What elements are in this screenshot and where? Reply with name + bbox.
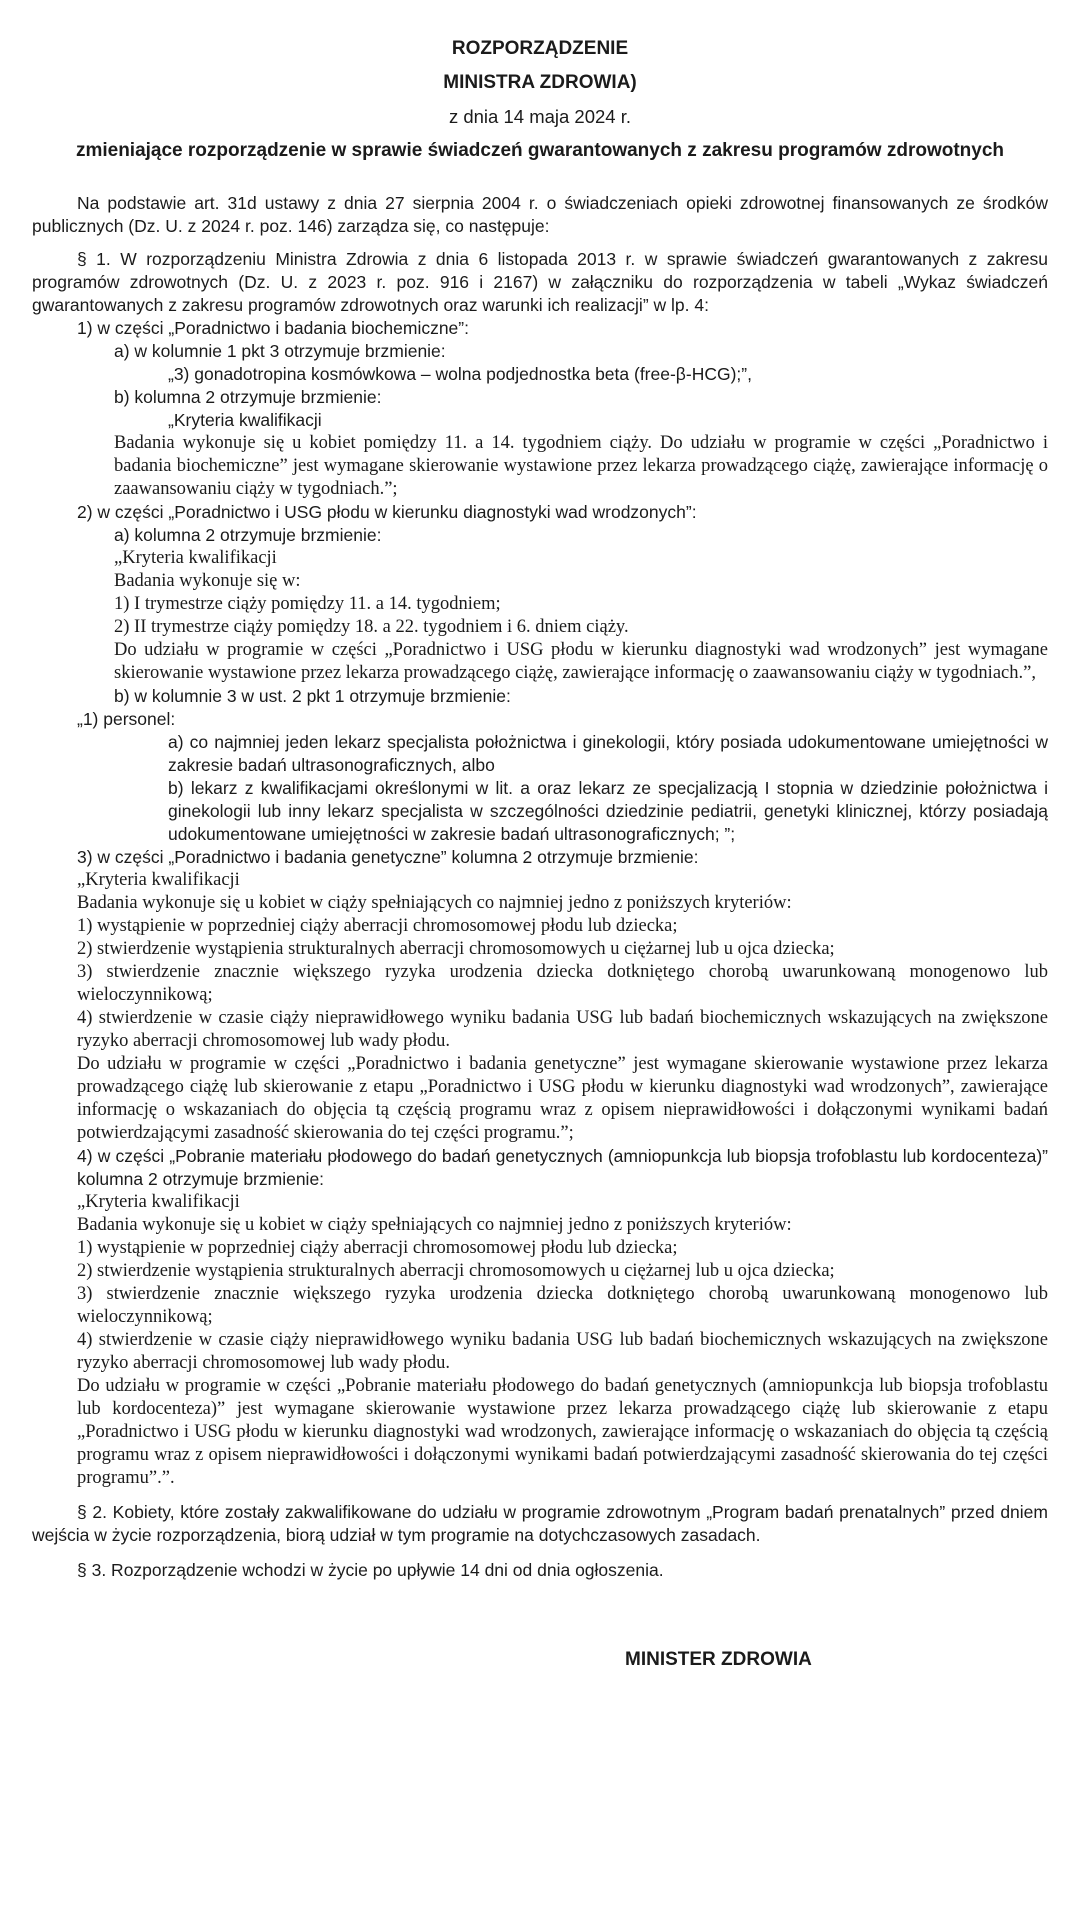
text-block: 2) II trymestrze ciąży pomiędzy 18. a 22. tygodniem i 6. dniem ciąży.	[114, 617, 629, 637]
text-block: „Kryteria kwalifikacji	[168, 410, 322, 430]
text-block: 1) I trymestrze ciąży pomiędzy 11. a 14. tygodniem;	[114, 594, 501, 614]
text-block: a) co najmniej jeden lekarz specjalista położnictwa i ginekologii, który posiada udokumentowane umiejętności w zakresie badań ultrasonograficznych, albo	[168, 732, 1048, 775]
text-block: a) kolumna 2 otrzymuje brzmienie:	[114, 525, 382, 545]
text-block: 2) stwierdzenie wystąpienia strukturalnych aberracji chromosomowych u ciężarnej lub u ojca dziecka;	[77, 1261, 835, 1281]
text-block: § 1. W rozporządzeniu Ministra Zdrowia z dnia 6 listopada 2013 r. w sprawie świadczeń gwarantowanych z zakresu programów zdrowotnych (Dz. U. z 2023 r. poz. 916 i 2167) w załączniku do rozporządzenia w tabeli „Wykaz świadczeń gwarantowanych z zakresu programów zdrowotnych oraz warunki ich realizacji” w lp. 4:	[32, 249, 1048, 315]
text-block: 3) w części „Poradnictwo i badania genetyczne” kolumna 2 otrzymuje brzmienie:	[77, 847, 699, 867]
text-block: b) kolumna 2 otrzymuje brzmienie:	[114, 387, 382, 407]
text-block: Na podstawie art. 31d ustawy z dnia 27 sierpnia 2004 r. o świadczeniach opieki zdrowotnej finansowanych ze środków publicznych (Dz. U. z 2024 r. poz. 146) zarządza się, co następuje:	[32, 193, 1048, 236]
doc-type-heading: ROZPORZĄDZENIE	[451, 38, 629, 59]
text-block: Do udziału w programie w części „Poradnictwo i badania genetyczne” jest wymagane skierowanie wystawione przez lekarza prowadzącego ciążę lub skierowanie z etapu „Poradnictwo i USG płodu w kierunku diagnostyki wad wrodzonych”, zawierające informację o wskazaniach do objęcia tą częścią programu wraz z opisem nieprawidłowości i dołączonymi wynikami badań potwierdzającymi zasadność skierowania do tej części programu.”;	[77, 1054, 1048, 1143]
doc-issuer-heading: MINISTRA ZDROWIA)	[443, 72, 637, 93]
text-block: „Kryteria kwalifikacji	[77, 1192, 240, 1212]
text-block: a) w kolumnie 1 pkt 3 otrzymuje brzmienie:	[114, 341, 446, 361]
text-block: b) w kolumnie 3 w ust. 2 pkt 1 otrzymuje brzmienie:	[114, 686, 511, 706]
text-block: 4) stwierdzenie w czasie ciąży nieprawidłowego wyniku badania USG lub badań biochemicznych wskazujących na zwiększone ryzyko aberracji chromosomowej lub wady płodu.	[77, 1330, 1048, 1373]
doc-subject-heading: zmieniające rozporządzenie w sprawie świadczeń gwarantowanych z zakresu programów zdrowotnych	[75, 140, 1005, 161]
document-header	[32, 38, 1048, 162]
text-block: 4) w części „Pobranie materiału płodowego do badań genetycznych (amniopunkcja lub biopsja trofoblastu lub kordocenteza)” kolumna 2 otrzymuje brzmienie:	[77, 1146, 1048, 1189]
minister-signature: MINISTER ZDROWIA	[625, 1649, 812, 1670]
text-block: § 3. Rozporządzenie wchodzi w życie po upływie 14 dni od dnia ogłoszenia.	[77, 1560, 664, 1580]
text-block: Badania wykonuje się u kobiet w ciąży spełniających co najmniej jedno z poniższych kryteriów:	[77, 893, 792, 913]
text-block: b) lekarz z kwalifikacjami określonymi w lit. a oraz lekarz ze specjalizacją I stopnia w dziedzinie położnictwa i ginekologii lub inny lekarz specjalista w szczególności dziedzinie pediatrii, genetyki klinicznej, którzy posiadają udokumentowane umiejętności w zakresie badań ultrasonograficznych; ”;	[168, 778, 1048, 844]
text-block: Do udziału w programie w części „Poradnictwo i USG płodu w kierunku diagnostyki wad wrodzonych” jest wymagane skierowanie wystawione przez lekarza prowadzącego ciążę, zawierające informację o zaawansowaniu ciąży w tygodniach.”,	[114, 640, 1048, 683]
text-block: Do udziału w programie w części „Pobranie materiału płodowego do badań genetycznych (amniopunkcja lub biopsja trofoblastu lub kordocenteza)” jest wymagane skierowanie wystawione przez lekarza prowadzącego ciążę lub skierowanie z etapu „Poradnictwo i USG płodu w kierunku diagnostyki wad wrodzonych, zawierające informację o wskazaniach do objęcia tą częścią programu wraz z opisem nieprawidłowości i dołączonymi wynikami badań potwierdzającymi zasadność skierowania do tej części programu”.”.	[77, 1376, 1048, 1488]
text-block: 1) w części „Poradnictwo i badania biochemiczne”:	[77, 318, 469, 338]
text-block: 3) stwierdzenie znacznie większego ryzyka urodzenia dziecka dotkniętego chorobą uwarunkowaną monogenowo lub wieloczynnikową;	[77, 1284, 1048, 1327]
text-block: „3) gonadotropina kosmówkowa – wolna podjednostka beta (free-β-HCG);”,	[168, 364, 752, 384]
text-block: „Kryteria kwalifikacji	[77, 870, 240, 890]
doc-date-line: z dnia 14 maja 2024 r.	[448, 106, 632, 127]
text-block: „Kryteria kwalifikacji	[114, 548, 277, 568]
text-block: Badania wykonuje się w:	[114, 571, 301, 591]
text-block: „1) personel:	[77, 709, 176, 729]
text-block: § 2. Kobiety, które zostały zakwalifikowane do udziału w programie zdrowotnym „Program badań prenatalnych” przed dniem wejścia w życie rozporządzenia, biorą udział w tym programie na dotychczasowych zasadach.	[32, 1502, 1048, 1545]
document-body	[32, 192, 1048, 1582]
text-block: 1) wystąpienie w poprzedniej ciąży aberracji chromosomowej płodu lub dziecka;	[77, 916, 678, 936]
text-block: 1) wystąpienie w poprzedniej ciąży aberracji chromosomowej płodu lub dziecka;	[77, 1238, 678, 1258]
text-block: Badania wykonuje się u kobiet w ciąży spełniających co najmniej jedno z poniższych kryteriów:	[77, 1215, 792, 1235]
text-block: 2) w części „Poradnictwo i USG płodu w kierunku diagnostyki wad wrodzonych”:	[77, 502, 697, 522]
text-block: 3) stwierdzenie znacznie większego ryzyka urodzenia dziecka dotkniętego chorobą uwarunkowaną monogenowo lub wieloczynnikową;	[77, 962, 1048, 1005]
text-block: 4) stwierdzenie w czasie ciąży nieprawidłowego wyniku badania USG lub badań biochemicznych wskazujących na zwiększone ryzyko aberracji chromosomowej lub wady płodu.	[77, 1008, 1048, 1051]
text-block: Badania wykonuje się u kobiet pomiędzy 11. a 14. tygodniem ciąży. Do udziału w programie w części „Poradnictwo i badania biochemiczne” jest wymagane skierowanie wystawione przez lekarza prowadzącego ciążę, zawierające informację o zaawansowaniu ciąży w tygodniach.”;	[114, 433, 1048, 499]
text-block: 2) stwierdzenie wystąpienia strukturalnych aberracji chromosomowych u ciężarnej lub u ojca dziecka;	[77, 939, 835, 959]
